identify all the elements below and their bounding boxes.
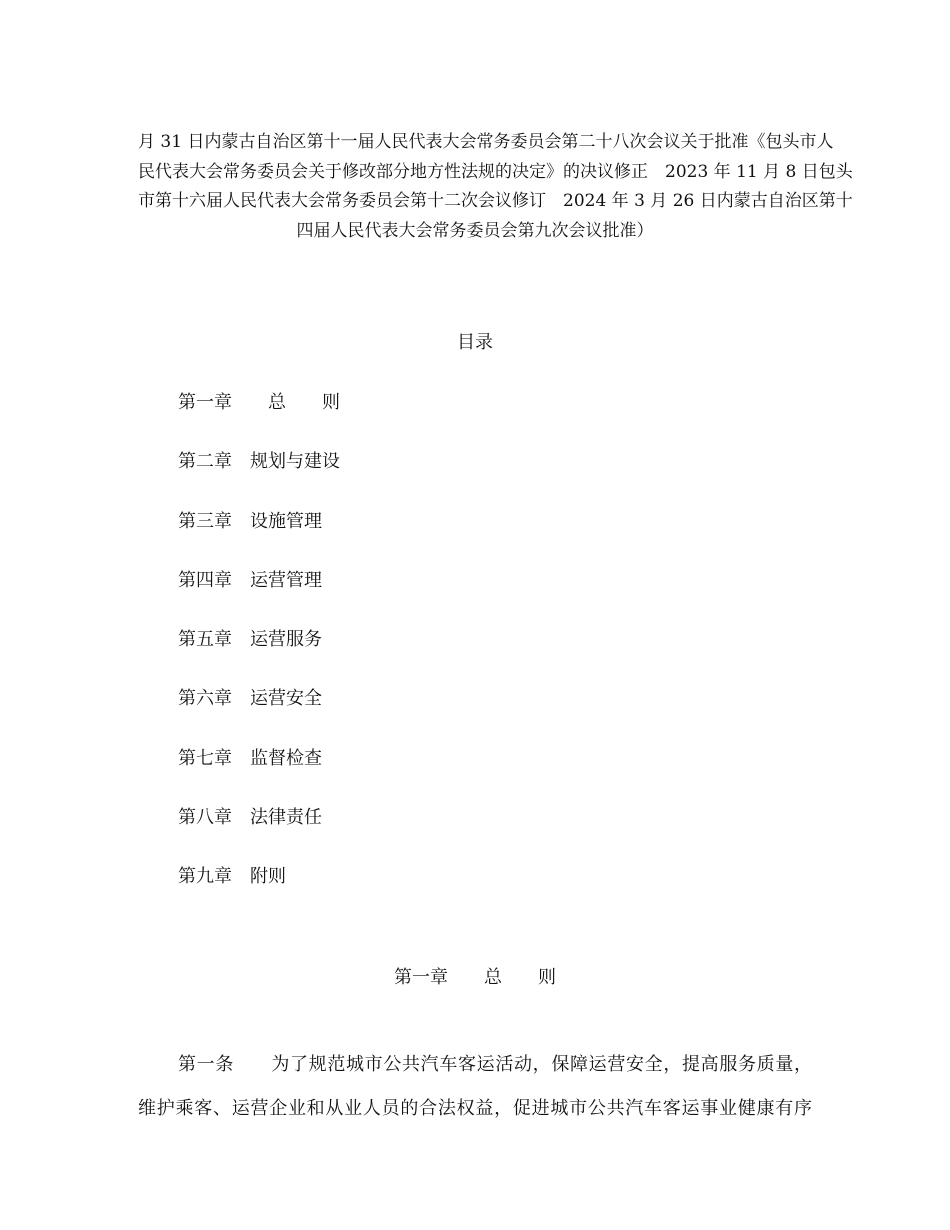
article-line: 维护乘客、运营企业和从业人员的合法权益，促进城市公共汽车客运事业健康有序 <box>138 1098 812 1119</box>
toc-item-chapter-8: 第八章 法律责任 <box>178 807 322 829</box>
toc-item-chapter-5: 第五章 运营服务 <box>178 629 322 651</box>
toc-title: 目录 <box>457 332 493 353</box>
toc-item-chapter-2: 第二章 规划与建设 <box>178 451 340 473</box>
revision-history-line: 月 31 日内蒙古自治区第十一届人民代表大会常务委员会第二十八次会议关于批准《包头市人 <box>138 132 834 152</box>
toc-item-chapter-9: 第九章 附则 <box>178 866 286 888</box>
revision-history-line: 四届人民代表大会常务委员会第九次会议批准） <box>296 220 654 241</box>
revision-history-paragraph <box>138 128 853 246</box>
toc-item-chapter-4: 第四章 运营管理 <box>178 569 322 591</box>
table-of-contents <box>178 390 340 924</box>
chapter-heading: 第一章 总 则 <box>394 967 556 988</box>
revision-history-line: 民代表大会常务委员会关于修改部分地方性法规的决定》的决议修正 2023 年 11 月 8 日包头 <box>138 161 853 182</box>
toc-item-chapter-1: 第一章 总 则 <box>178 392 340 413</box>
toc-item-chapter-7: 第七章 监督检查 <box>178 747 322 769</box>
article-paragraph <box>138 1043 812 1131</box>
revision-history-line: 市第十六届人民代表大会常务委员会第十二次会议修订 2024 年 3 月 26 日内蒙古自治区第十 <box>138 191 853 211</box>
toc-item-chapter-3: 第三章 设施管理 <box>178 510 322 532</box>
article-line: 第一条 为了规范城市公共汽车客运活动，保障运营安全，提高服务质量， <box>178 1054 812 1075</box>
toc-item-chapter-6: 第六章 运营安全 <box>178 688 322 710</box>
